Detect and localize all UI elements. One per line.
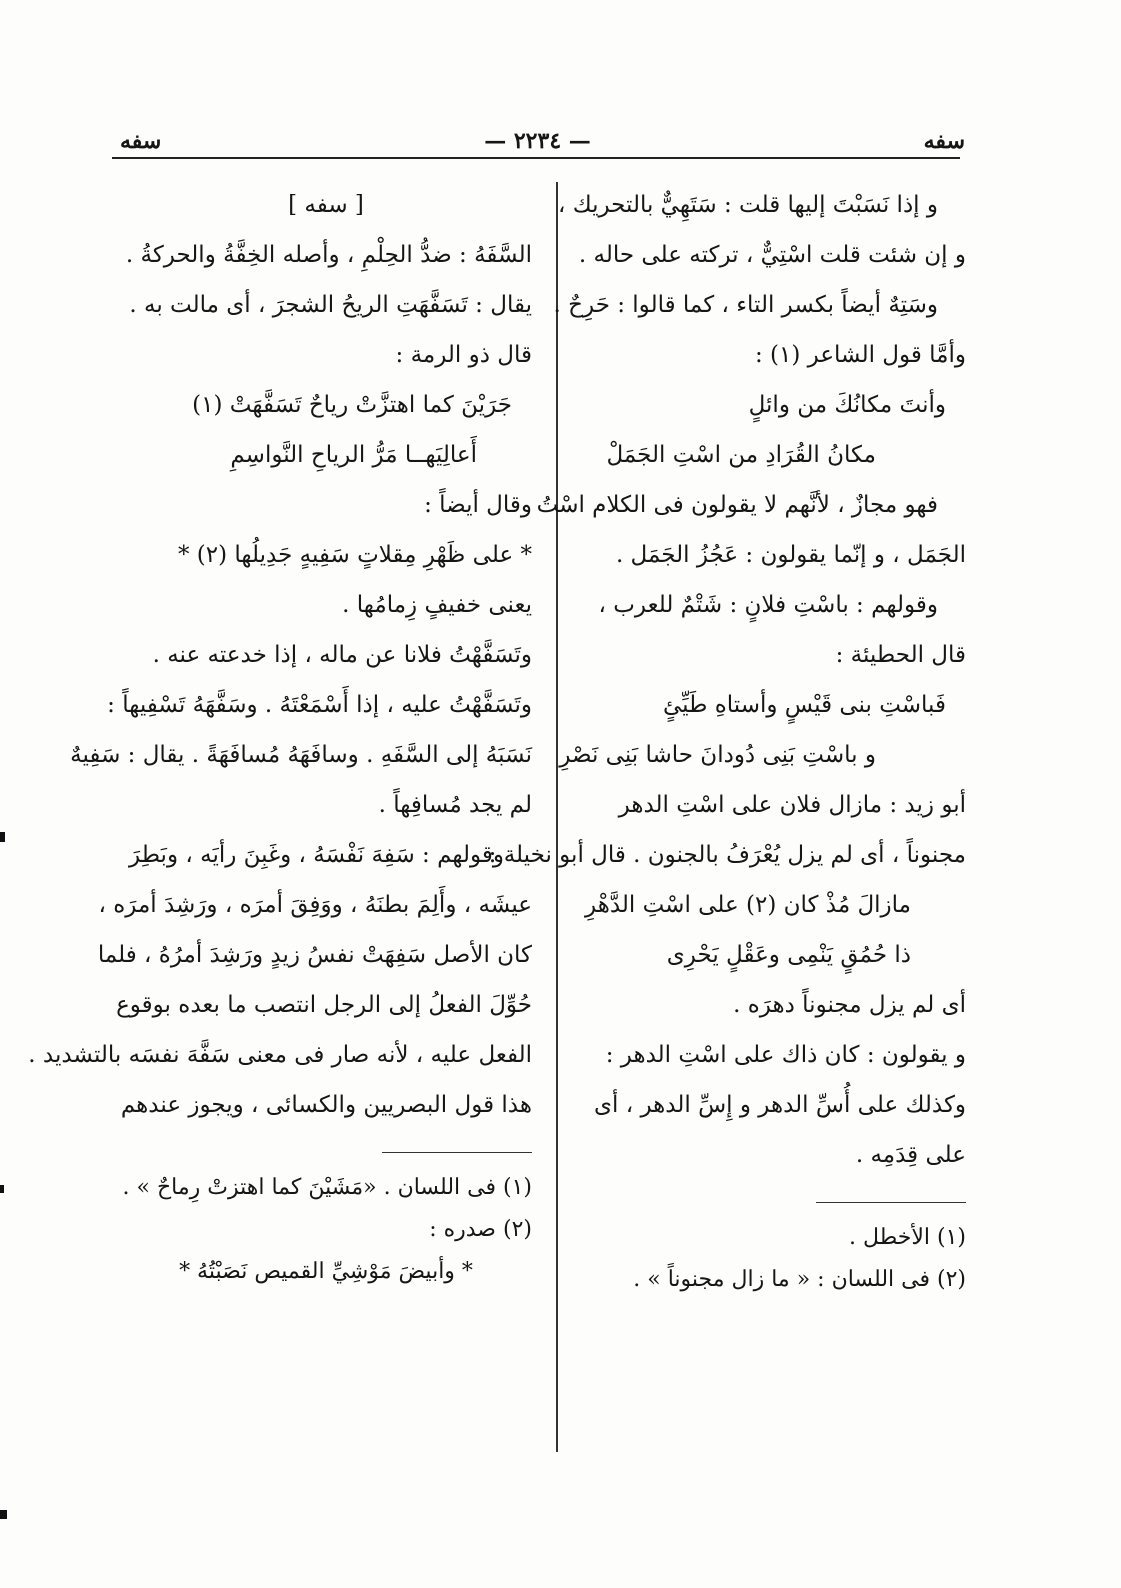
text-line: وقولهم : باسْتِ فلانٍ : شَتْمٌ للعرب ، (598, 592, 938, 618)
verse-line: جَرَيْنَ كما اهتزَّتْ رياحٌ تَسَفَّهَتْ (١) (192, 392, 512, 418)
footnote: (٢) صدره : (429, 1217, 532, 1242)
verse-line: وأنتَ مكانُكَ من وائلٍ (748, 392, 946, 418)
scan-mark (0, 1185, 4, 1193)
text-line: أى لم يزل مجنوناً دهرَه . (733, 992, 966, 1018)
text-line: هذا قول البصريين والكسائى ، ويجوز عندهم (120, 1092, 532, 1118)
text-line: عيشَه ، وأَلِمَ بطنَهُ ، ووَفِقَ أمرَه ، ورَشِدَ أمرَه ، (98, 892, 532, 918)
text-line: مجنوناً ، أى لم يزل يُعْرَفُ بالجنون . قال أبو نخيلة : (488, 842, 966, 868)
text-line: وقولهم : سَفِهَ نَفْسَهُ ، وغَبِنَ رأيَه ، وبَطِرَ (129, 842, 504, 868)
text-line: أبو زيد : مازال فلان على اسْتِ الدهر (618, 792, 966, 818)
left-column (28, 180, 532, 1293)
text-line: الجَمَل ، و إنّما يقولون : عَجُزُ الجَمَل . (615, 542, 966, 568)
running-headword-right: سفه (923, 128, 965, 154)
text-line: السَّفَهُ : ضدُّ الحِلْمِ ، وأصله الخِفَّةُ والحركةُ . (125, 242, 532, 268)
footnotes (120, 1167, 532, 1293)
text-line: كان الأصل سَفِهَتْ نفسُ زيدٍ ورَشِدَ أمرُهُ ، فلما (97, 942, 532, 968)
footnotes (568, 1217, 966, 1301)
text-line: وقال أيضاً : (424, 492, 532, 518)
scan-mark (0, 832, 5, 842)
text-line: لم يجد مُسافِهاً . (378, 792, 532, 818)
footnote-rule (816, 1202, 966, 1203)
text-line: حُوِّلَ الفعلُ إلى الرجل انتصب ما بعده بوقوع (116, 992, 532, 1018)
running-headword-left: سفه (120, 128, 162, 154)
scan-mark (0, 1510, 7, 1519)
verse-line: فَباسْتِ بنى قَيْسٍ وأستاهِ طَيِّئٍ (663, 692, 946, 718)
verse-line: أَعالِيَهــا مَرُّ الرياحِ النَّواسِمِ (230, 442, 477, 468)
text-line: وتَسَفَّهْتُ عليه ، إذا أَسْمَعْتَهُ . وسَفَّهَهُ تَسْفِيهاً : (107, 692, 532, 718)
footnote: (١) فى اللسان . «مَشَيْنَ كما اهتزتْ رِماحٌ » . (122, 1175, 532, 1200)
footnote-rule (382, 1152, 532, 1153)
text-line: و يقولون : كان ذاك على اسْتِ الدهر : (605, 1042, 966, 1068)
text-line: وكذلك على أُسِّ الدهر و إِسِّ الدهر ، أى (594, 1092, 966, 1118)
text-line: قال الحطيئة : (835, 642, 966, 668)
verse-line: مكانُ القُرَادِ من اسْتِ الجَمَلْ (606, 442, 876, 468)
text-line: يقال : تَسَفَّهَتِ الريحُ الشجرَ ، أى مالت به . (129, 292, 532, 318)
text-line: على قِدَمِه . (855, 1142, 966, 1168)
text-line: وتَسَفَّهْتُ فلانا عن ماله ، إذا خدعته عنه . (152, 642, 532, 668)
text-line: و إذا نَسَبْتَ إليها قلت : سَتَهِيٌّ بالتحريك ، (557, 192, 938, 218)
right-column (488, 180, 966, 1301)
header-rule (112, 157, 960, 159)
page-header (110, 128, 965, 158)
text-line: قال ذو الرمة : (395, 342, 532, 368)
footnote: (١) الأخطل . (849, 1225, 966, 1250)
entry-heading: [ سفه ] (288, 192, 364, 218)
page-number: — ٢٢٣٤ — (484, 128, 591, 154)
footnote: * وأبيضَ مَوْشِيِّ القميص نَصَبْتُهُ * (179, 1259, 473, 1284)
text-line: نَسَبَهُ إلى السَّفَهِ . وسافَهَهُ مُسافَهَةً . يقال : سَفِيهٌ (70, 742, 532, 768)
column-divider (556, 182, 558, 1452)
text-line: وسَتِهٌ أيضاً بكسر التاء ، كما قالوا : حَرِحٌ . (553, 292, 938, 318)
verse-line: و باسْتِ بَنِى دُودانَ حاشا بَنِى نَصْرِ (559, 742, 876, 768)
verse-line: ذا حُمُقٍ يَنْمِى وعَقْلٍ يَحْرِى (666, 942, 911, 968)
text-line: الفعل عليه ، لأنه صار فى معنى سَفَّهَ نفسَه بالتشديد . (28, 1042, 532, 1068)
text-line: وأمَّا قول الشاعر (١) : (754, 342, 966, 368)
text-line: فهو مجازٌ ، لأنَّهم لا يقولون فى الكلام اسْتُ (536, 492, 938, 518)
text-line: يعنى خفيفٍ زِمامُها . (342, 592, 532, 618)
verse-line: مازالَ مُذْ كان (٢) على اسْتِ الدَّهْرِ (585, 892, 911, 918)
text-line: و إن شئت قلت اسْتِيٌّ ، تركته على حاله . (578, 242, 966, 268)
verse-line: * على ظَهْرِ مِقلاتٍ سَفِيهٍ جَدِيلُها (٢) * (177, 542, 532, 568)
footnote: (٢) فى اللسان : « ما زال مجنوناً » . (633, 1267, 966, 1292)
